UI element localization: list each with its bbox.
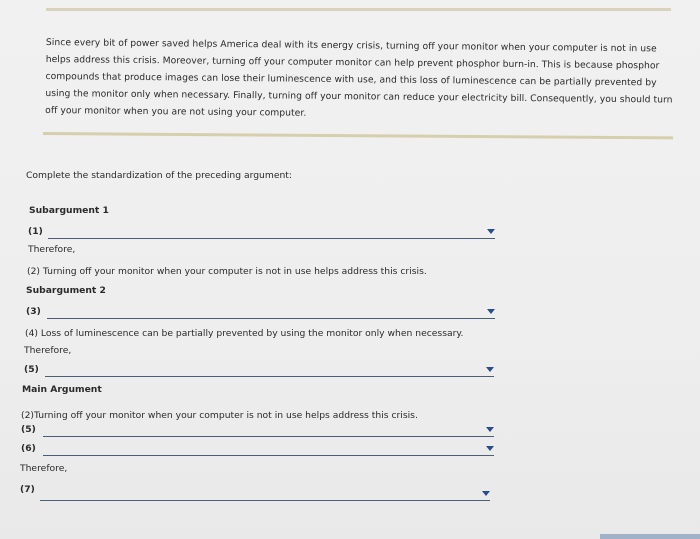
step-4-text: (4) Loss of luminescence can be partially prevented by using the monitor only when necessary. <box>25 328 464 339</box>
therefore-text: Therefore, <box>24 345 72 356</box>
chevron-down-icon <box>486 446 494 451</box>
step-1-label: (1) <box>28 226 43 237</box>
chevron-down-icon <box>486 427 494 432</box>
step-3-label: (3) <box>26 306 41 317</box>
sub1-step2-row <box>0 266 700 284</box>
sub2-step3-row <box>0 306 700 324</box>
main-step6-row <box>0 443 700 461</box>
chevron-down-icon <box>482 491 490 496</box>
bottom-corner-bar <box>600 534 700 539</box>
sub2-therefore-row <box>0 345 700 363</box>
main-step-6-label: (6) <box>21 443 36 454</box>
question-prompt: Complete the standardization of the preceding argument: <box>26 170 292 181</box>
sub2-step4-row <box>0 328 700 346</box>
main-step-2-text: (2)Turning off your monitor when your computer is not in use helps address this crisis. <box>21 410 418 421</box>
chevron-down-icon <box>486 367 494 372</box>
sub2-step5-row <box>0 364 700 382</box>
main-step5-row <box>0 424 700 442</box>
main-step-7-dropdown[interactable] <box>40 488 490 501</box>
step-2-text: (2) Turning off your monitor when your computer is not in use helps address this crisis. <box>27 266 427 277</box>
main-step-5-dropdown[interactable] <box>43 424 494 437</box>
sub1-therefore-row <box>0 244 700 262</box>
main-step-6-dropdown[interactable] <box>43 443 494 456</box>
chevron-down-icon <box>487 309 495 314</box>
sub2-heading-row <box>0 285 700 303</box>
chevron-down-icon <box>487 229 495 234</box>
sub1-step1-row <box>0 226 700 244</box>
main-argument-heading: Main Argument <box>22 384 102 395</box>
step-1-dropdown[interactable] <box>48 226 495 239</box>
main-therefore-row <box>0 463 700 481</box>
therefore-text: Therefore, <box>28 244 76 255</box>
argument-passage: Since every bit of power saved helps America deal with its energy crisis, turning off your monitor when your computer is not in use helps address this crisis. Moreover, turning off your computer monitor can help prevent phosphor burn-in. This is because phosphor compounds that produce images can lose their luminescence with use, and this loss of luminescence can be partially prevented by using the monitor only when necessary. Finally, turning off your monitor can reduce your electricity bill. Consequently, you should turn off your monitor when you are not using your computer. <box>45 36 673 119</box>
main-heading-row <box>0 384 700 402</box>
step-5-label: (5) <box>24 364 39 375</box>
step-5-dropdown[interactable] <box>45 364 494 377</box>
sub1-heading-row <box>0 205 700 223</box>
therefore-text: Therefore, <box>20 463 68 474</box>
subargument-1-heading: Subargument 1 <box>29 205 109 216</box>
main-step-5-label: (5) <box>21 424 36 435</box>
subargument-2-heading: Subargument 2 <box>26 285 106 296</box>
main-step-7-label: (7) <box>20 484 35 495</box>
step-3-dropdown[interactable] <box>47 306 495 319</box>
main-step7-row <box>0 484 700 502</box>
